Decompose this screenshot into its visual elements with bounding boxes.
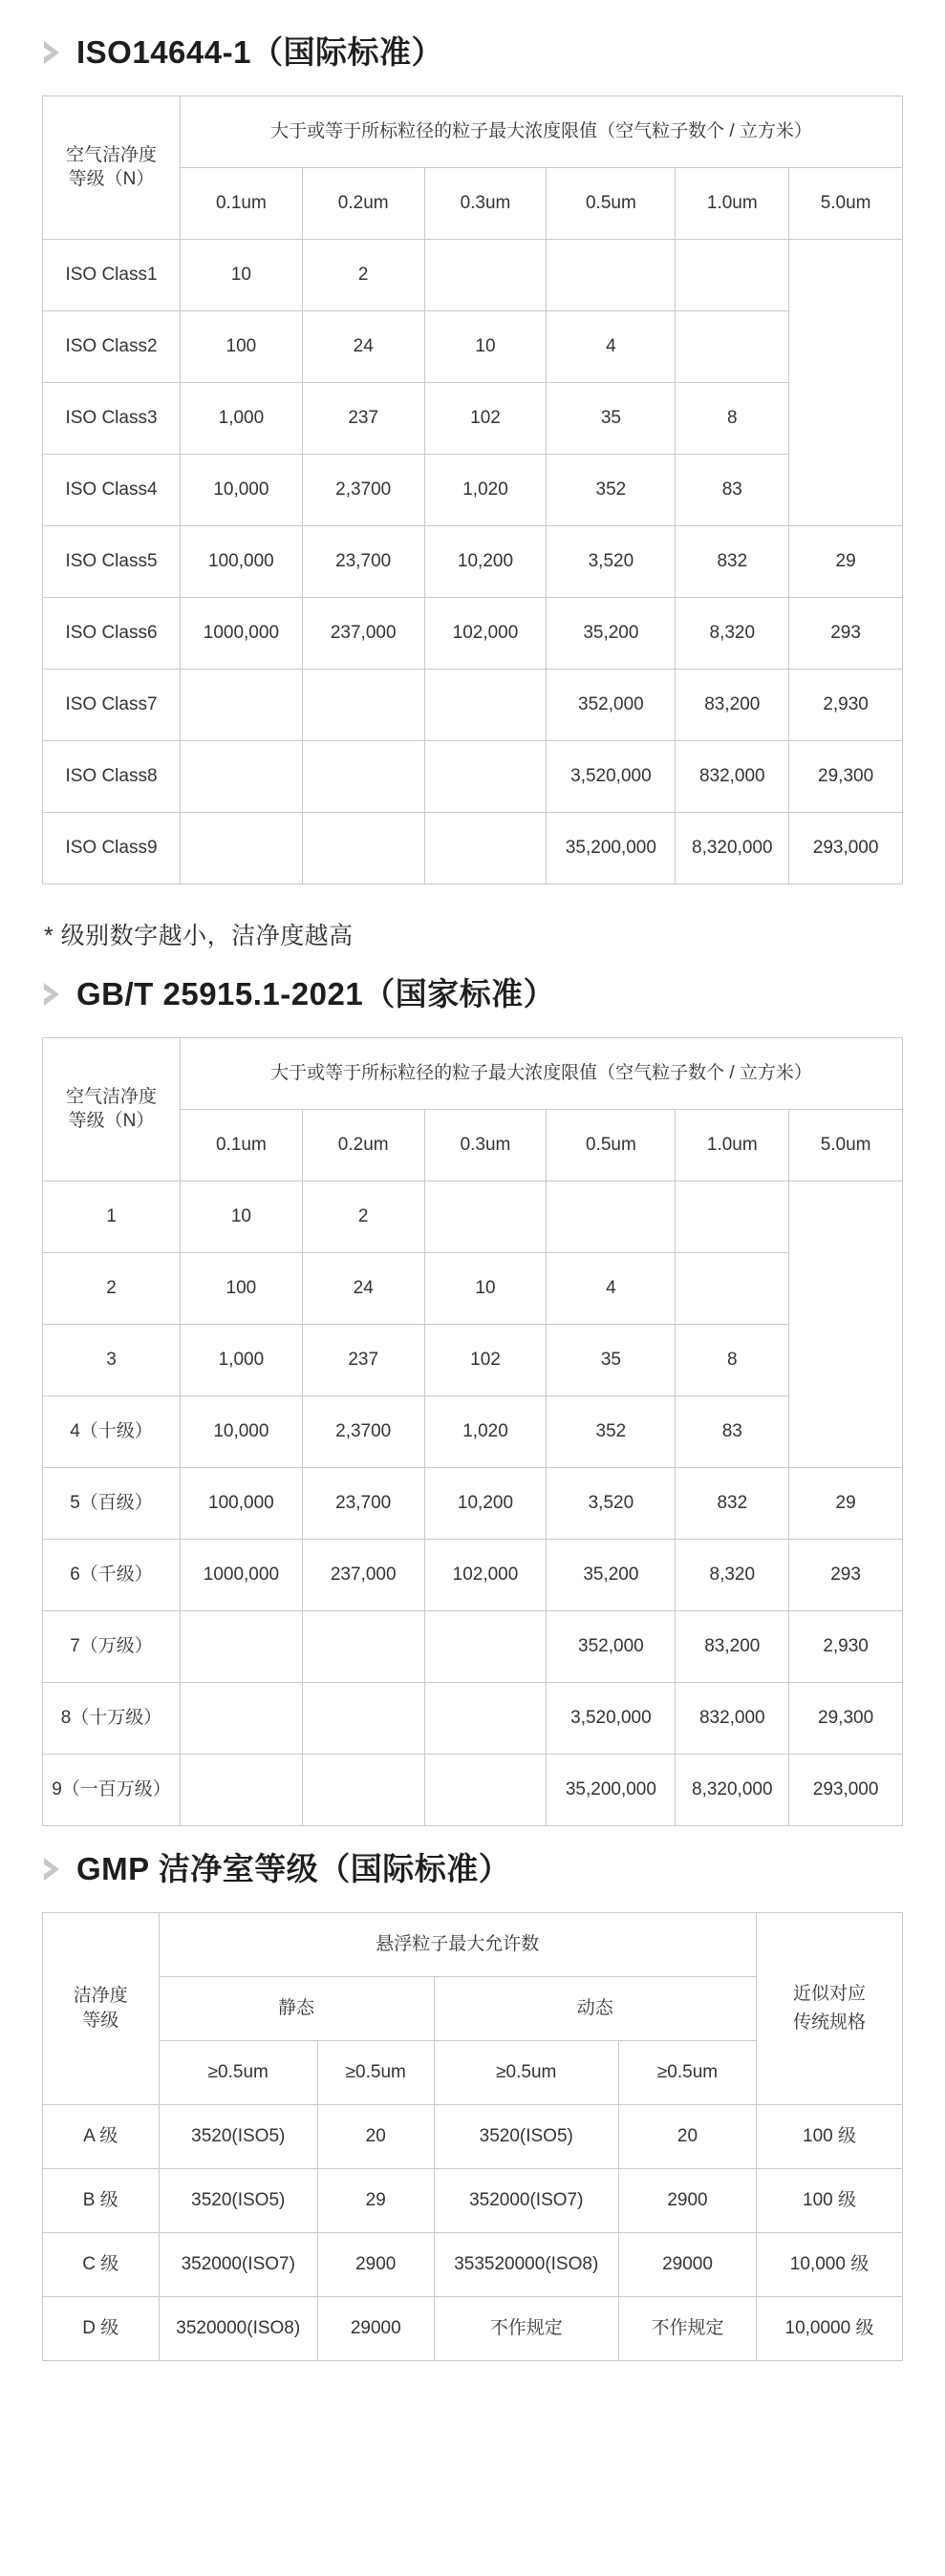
cell: 3,520,000 [547,740,676,812]
cell: 353520000(ISO8) [434,2232,619,2296]
size-header-3: 0.5um [547,1109,676,1181]
row-label: ISO Class8 [43,740,181,812]
cell: 10 [181,239,303,310]
cell-legacy: 100 级 [757,2168,903,2232]
cell: 2 [302,1181,424,1252]
corner-header: 洁净度 等级 [43,1912,160,2104]
chevron-right-icon [42,38,63,67]
cell: 100,000 [181,1467,303,1539]
table-row [43,310,903,382]
table-row [43,2168,903,2232]
cell: 35,200,000 [547,1754,676,1825]
cell: 10 [424,310,547,382]
cell: 3,520 [547,1467,676,1539]
cell: 83 [676,1395,789,1467]
cell-empty [302,669,424,740]
size-header-5: 5.0um [789,1109,903,1181]
gmp-table [42,1912,903,2361]
cell: 352000(ISO7) [159,2232,318,2296]
cell-legacy: 10,0000 级 [757,2296,903,2360]
cell: 29000 [619,2232,757,2296]
row-label: 5（百级） [43,1467,181,1539]
cell: 29 [318,2168,435,2232]
cell: 8 [676,382,789,454]
section-heading-gmp [42,1851,903,1887]
cell-empty [424,669,547,740]
row-label: 3 [43,1324,181,1395]
cell [676,239,789,310]
cell: 10 [181,1181,303,1252]
row-label: ISO Class5 [43,525,181,597]
cell: 4 [547,310,676,382]
cell: 23,700 [302,1467,424,1539]
cell: 3520(ISO5) [434,2104,619,2168]
chevron-right-icon [42,980,63,1009]
table-row [43,2296,903,2360]
size-header-3: ≥0.5um [619,2040,757,2104]
cell: 237 [302,382,424,454]
table-row [43,2232,903,2296]
cell: 352,000 [547,669,676,740]
table-header-row [43,1037,903,1109]
cell: 35 [547,1324,676,1395]
cell: 8,320,000 [676,1754,789,1825]
cell: 35,200,000 [547,812,676,884]
group-header: 大于或等于所标粒径的粒子最大浓度限值（空气粒子数个 / 立方米） [181,96,903,167]
cell: 3,520 [547,525,676,597]
size-header-4: 1.0um [676,167,789,239]
size-header-1: 0.2um [302,167,424,239]
cell-empty [181,1754,303,1825]
cell: 100,000 [181,525,303,597]
cell-empty [424,1682,547,1754]
size-header-2: ≥0.5um [434,2040,619,2104]
cell: 100 [181,1252,303,1324]
cell-legacy: 100 级 [757,2104,903,2168]
row-label: 4（十级） [43,1395,181,1467]
size-header-4: 1.0um [676,1109,789,1181]
cell: 20 [619,2104,757,2168]
cell [547,239,676,310]
cell: 24 [302,1252,424,1324]
row-label: ISO Class9 [43,812,181,884]
cell: 8 [676,1324,789,1395]
subheader-dynamic: 动态 [434,1976,757,2040]
row-label: 6（千级） [43,1539,181,1610]
cell-legacy: 10,000 级 [757,2232,903,2296]
cell: 2900 [619,2168,757,2232]
row-label: 1 [43,1181,181,1252]
cell: 237 [302,1324,424,1395]
cell: 83,200 [676,669,789,740]
cell: 29,300 [789,740,903,812]
cell: 3520000(ISO8) [159,2296,318,2360]
cell-empty [302,1682,424,1754]
section-heading-iso14644 [42,34,903,71]
size-header-2: 0.3um [424,1109,547,1181]
cell: 35,200 [547,1539,676,1610]
cell: 20 [318,2104,435,2168]
corner-header: 空气洁净度 等级（N） [43,1037,181,1181]
cell: 293,000 [789,1754,903,1825]
cell: 102 [424,382,547,454]
table-row [43,382,903,454]
table-row [43,1754,903,1825]
cell-empty [789,1181,903,1467]
row-label: ISO Class4 [43,454,181,525]
section-heading-gbt25915 [42,976,903,1012]
cell-empty [181,669,303,740]
cell: 2,3700 [302,454,424,525]
cell-empty [789,239,903,525]
iso14644-table [42,96,903,884]
cell [547,1181,676,1252]
cell: 10,000 [181,454,303,525]
cell: 3520(ISO5) [159,2104,318,2168]
table-row [43,1539,903,1610]
cell: 1,000 [181,382,303,454]
table-row [43,525,903,597]
cell: 35 [547,382,676,454]
cell: 83 [676,454,789,525]
size-header-0: 0.1um [181,167,303,239]
cell: 1,000 [181,1324,303,1395]
size-header-5: 5.0um [789,167,903,239]
cell: 352000(ISO7) [434,2168,619,2232]
row-label: ISO Class1 [43,239,181,310]
cell-empty [424,1610,547,1682]
row-label: D 级 [43,2296,160,2360]
cell: 100 [181,310,303,382]
table-row [43,597,903,669]
cell: 3,520,000 [547,1682,676,1754]
cell: 832,000 [676,740,789,812]
cell-empty [302,812,424,884]
row-label: 2 [43,1252,181,1324]
size-header-2: 0.3um [424,167,547,239]
table-row [43,1395,903,1467]
table-row [43,1682,903,1754]
row-label: 7（万级） [43,1610,181,1682]
cell: 不作规定 [434,2296,619,2360]
cell: 2900 [318,2232,435,2296]
cell: 2,930 [789,1610,903,1682]
cell: 3520(ISO5) [159,2168,318,2232]
cell: 1,020 [424,454,547,525]
group-header: 悬浮粒子最大允许数 [159,1912,757,1976]
cell [424,239,547,310]
cell: 352,000 [547,1610,676,1682]
cell: 237,000 [302,597,424,669]
size-header-0: ≥0.5um [159,2040,318,2104]
cell: 29000 [318,2296,435,2360]
cell: 29 [789,525,903,597]
table-row [43,812,903,884]
gbt25915-table [42,1037,903,1826]
cell: 832 [676,525,789,597]
cell: 832 [676,1467,789,1539]
table-row [43,740,903,812]
table-row [43,1610,903,1682]
cell [676,310,789,382]
cell: 23,700 [302,525,424,597]
footnote: * 级别数字越小，洁净度越高 [44,922,354,949]
cell-empty [302,1610,424,1682]
cell: 83,200 [676,1610,789,1682]
table-row [43,239,903,310]
cell-empty [424,812,547,884]
table-row [43,2104,903,2168]
cell [676,1252,789,1324]
cell: 10 [424,1252,547,1324]
cell: 10,200 [424,1467,547,1539]
cell-empty [181,1682,303,1754]
cell: 1000,000 [181,1539,303,1610]
cell: 293 [789,597,903,669]
cell: 1000,000 [181,597,303,669]
table-row [43,1467,903,1539]
row-label: 9（一百万级） [43,1754,181,1825]
cell: 8,320,000 [676,812,789,884]
section-title: GMP 洁净室等级（国际标准） [76,1850,511,1886]
cell: 29 [789,1467,903,1539]
table-row [43,454,903,525]
cell: 8,320 [676,1539,789,1610]
row-label: ISO Class3 [43,382,181,454]
cell: 2,3700 [302,1395,424,1467]
row-label: ISO Class6 [43,597,181,669]
cell: 832,000 [676,1682,789,1754]
cell-empty [302,1754,424,1825]
corner-header: 空气洁净度 等级（N） [43,96,181,239]
row-label: B 级 [43,2168,160,2232]
cell: 35,200 [547,597,676,669]
row-label: C 级 [43,2232,160,2296]
cell: 2,930 [789,669,903,740]
cell: 293 [789,1539,903,1610]
table-row [43,669,903,740]
table-row [43,1324,903,1395]
cell-empty [181,1610,303,1682]
cell [424,1181,547,1252]
table-row [43,1252,903,1324]
cell: 102,000 [424,597,547,669]
size-header-0: 0.1um [181,1109,303,1181]
group-header: 大于或等于所标粒径的粒子最大浓度限值（空气粒子数个 / 立方米） [181,1037,903,1109]
cell: 293,000 [789,812,903,884]
cell: 10,200 [424,525,547,597]
cell: 29,300 [789,1682,903,1754]
cell: 4 [547,1252,676,1324]
legacy-header: 近似对应 传统规格 [757,1912,903,2104]
cell: 102 [424,1324,547,1395]
size-header-3: 0.5um [547,167,676,239]
cell: 24 [302,310,424,382]
cell: 10,000 [181,1395,303,1467]
cell: 352 [547,1395,676,1467]
table-header-row [43,96,903,167]
section-title: ISO14644-1（国际标准） [76,34,443,70]
cell: 8,320 [676,597,789,669]
size-header-1: 0.2um [302,1109,424,1181]
cell: 237,000 [302,1539,424,1610]
cell: 2 [302,239,424,310]
table-header-row [43,1912,903,1976]
row-label: 8（十万级） [43,1682,181,1754]
size-header-1: ≥0.5um [318,2040,435,2104]
subheader-static: 静态 [159,1976,434,2040]
cell: 102,000 [424,1539,547,1610]
cell: 352 [547,454,676,525]
cell: 1,020 [424,1395,547,1467]
cell-empty [181,740,303,812]
cell: 不作规定 [619,2296,757,2360]
section-title: GB/T 25915.1-2021（国家标准） [76,975,556,1011]
cell-empty [302,740,424,812]
cell-empty [424,740,547,812]
cell [676,1181,789,1252]
table-row [43,1181,903,1252]
row-label: A 级 [43,2104,160,2168]
cell-empty [424,1754,547,1825]
row-label: ISO Class2 [43,310,181,382]
row-label: ISO Class7 [43,669,181,740]
chevron-right-icon [42,1855,63,1884]
cell-empty [181,812,303,884]
